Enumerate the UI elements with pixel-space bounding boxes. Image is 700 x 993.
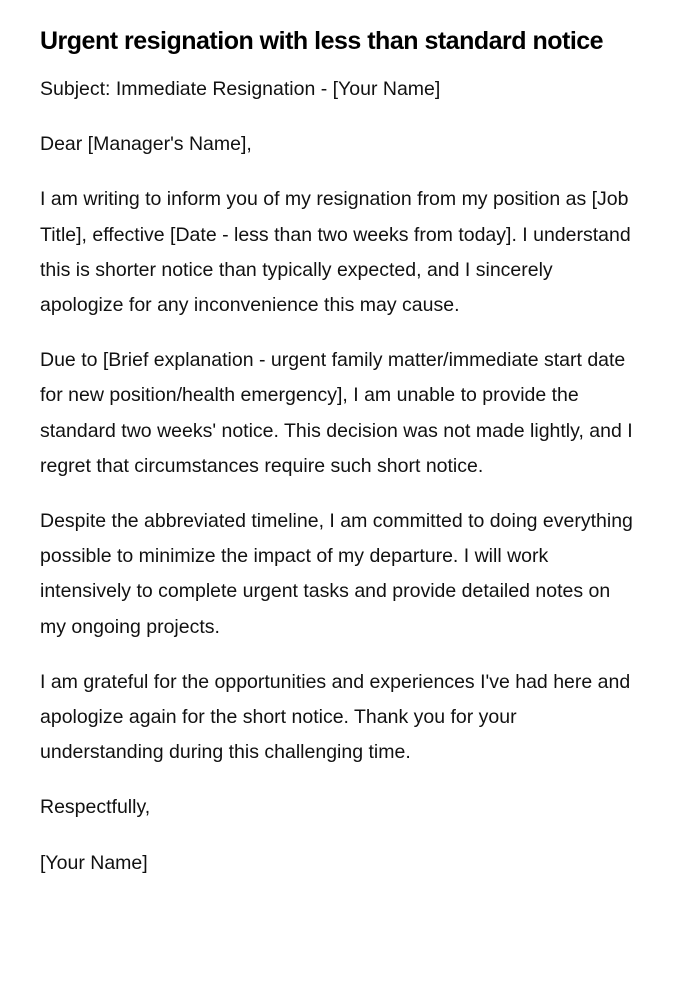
- body-paragraph-2: Due to [Brief explanation - urgent family matter/immediate start date for new position/health emergency], I am unable to provide the standard two weeks' notice. This decision was not made lightly, and I regret that circumstances require such short notice.: [40, 349, 633, 477]
- closing: Respectfully,: [40, 796, 151, 819]
- signature: [Your Name]: [40, 851, 148, 874]
- page-title: Urgent resignation with less than standard notice: [40, 27, 604, 55]
- body-paragraph-3: Despite the abbreviated timeline, I am committed to doing everything possible to minimize the impact of my departure. I will work intensively to complete urgent tasks and provide detailed notes on my ongoing projects.: [40, 510, 633, 638]
- letter-page: [40, 24, 640, 881]
- body-paragraph-1: I am writing to inform you of my resignation from my position as [Job Title], effective [Date - less than two weeks from today]. I understand this is shorter notice than typically expected, and I sincerely apologize for any inconvenience this may cause.: [40, 188, 631, 317]
- salutation: Dear [Manager's Name],: [40, 133, 252, 156]
- subject-line: Subject: Immediate Resignation - [Your Name]: [40, 78, 441, 100]
- body-paragraph-4: I am grateful for the opportunities and experiences I've had here and apologize again for the short notice. Thank you for your understanding during this challenging time.: [40, 670, 631, 764]
